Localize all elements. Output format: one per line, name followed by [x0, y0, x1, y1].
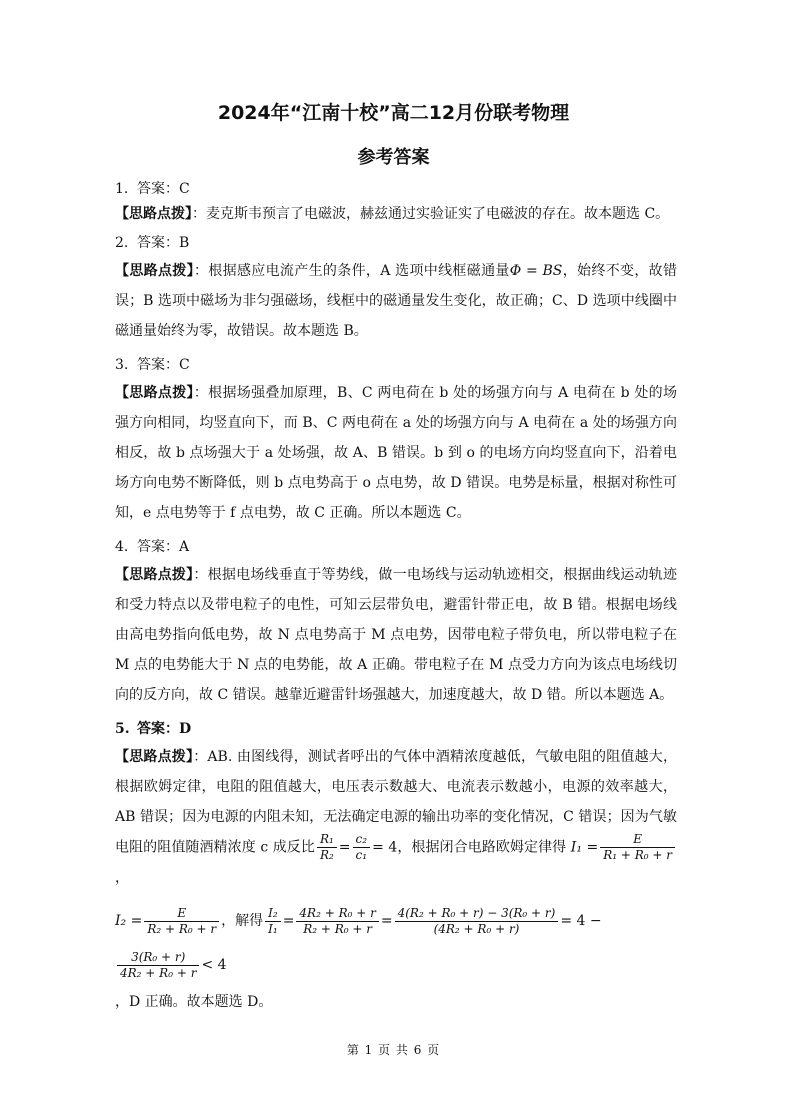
i1-fraction: $\frac{E}{\text{R₁ + R₀ + r}}$	[600, 832, 675, 863]
ratio-step-1: $\frac{\text{4R₂ + R₀ + r}}{\text{R₂ + R₀ + r}}$	[296, 906, 378, 937]
q5-equation-line: I₂ = $\frac{E}{\text{R₂ + R₀ + r}}$ ，解得 $\frac{\text{I₂}}{\text{I₁}}$ = $\frac{\text{4R₂ + R₀ + r}}{\text{R₂ + R₀ + r}}$ = $\frac{\text{4(R₂ + R₀ + r) − 3(R₀ + r)}}{\text{(4R₂ + R₀ + r)}}$ = 4 − $\frac{\text{3(R₀ + r)}}{\text{4R₂ + R₀ + r}}$ < 4	[115, 905, 602, 980]
q4-explanation: 【思路点拨】：根据电场线垂直于等势线，做一电场线与运动轨迹相交，根据曲线运动轨迹和受力特点以及带电粒子的电性，可知云层带负电，避雷针带正电，故 B 错。根据电场线由高电势指向低电势，故 N 点电势高于 M 点电势，因带电粒子带负电，所以带电粒子在 M 点的电势能大于 N 点的电势能，故 A 正确。带电粒子在 M 点受力方向为该点电场线切向的反方向，故 C 错误。越靠近避雷针场强越大，加速度越大，故 D 错。所以本题选 A。	[115, 567, 678, 703]
resistance-ratio: $\frac{\text{R₁}}{\text{R₂}}$	[317, 832, 337, 863]
ratio-step-2: $\frac{\text{4(R₂ + R₀ + r) − 3(R₀ + r)}}{\text{(4R₂ + R₀ + r)}}$	[395, 906, 559, 937]
q3-explanation: 【思路点拨】：根据场强叠加原理，B、C 两电荷在 b 处的场强方向与 A 电荷在 b 处的场强方向相同，均竖直向下，而 B、C 两电荷在 a 处的场强方向与 A 电荷在 a 处的场强方向相反，故 b 点场强大于 a 处场强，故 A、B 错误。b 到 o 的电场方向均竖直向下，沿着电场方向电势不断降低，则 b 点电势高于 o 点电势，故 D 错误。电势是标量，根据对称性可知，e 点电势等于 f 点电势，故 C 正确。所以本题选 C。	[115, 385, 677, 521]
document-subtitle: 参考答案	[357, 147, 430, 168]
document-title: 2024年“江南十校”高二12月份联考物理	[217, 102, 570, 124]
q5-answer: 5. 答案：D	[115, 721, 192, 737]
concentration-ratio: $\frac{\text{c₂}}{\text{c₁}}$	[353, 832, 371, 863]
answer-content	[115, 176, 677, 1017]
q2-explanation: 【思路点拨】：根据感应电流产生的条件，A 选项中线框磁通量Φ = BS，始终不变，故错误；B 选项中磁场为非匀强磁场，线框中的磁通量发生变化，故正确；C、D 选项中线圈中磁通量始终为零，故错误。故本题选 B。	[115, 263, 678, 339]
q1-answer: 1. 答案：C	[115, 181, 190, 197]
page-footer: 第 1 页 共 6 页	[346, 1043, 441, 1057]
q4-answer: 4. 答案：A	[115, 539, 190, 555]
i2-fraction: $\frac{E}{\text{R₂ + R₀ + r}}$	[144, 906, 219, 937]
current-ratio: $\frac{\text{I₂}}{\text{I₁}}$	[265, 906, 281, 937]
q3-answer: 3. 答案：C	[115, 357, 190, 373]
q1-explanation: 【思路点拨】：麦克斯韦预言了电磁波，赫兹通过实验证实了电磁波的存在。故本题选 C。	[115, 206, 670, 222]
q5-explanation: 【思路点拨】：AB. 由图线得，测试者呼出的气体中酒精浓度越低，气敏电阻的阻值越大，根据欧姆定律，电阻的阻值越大，电压表示数越大、电流表示数越小，电源的效率越大，AB 错误；因为电源的内阻未知，无法确定电源的输出功率的变化情况，C 错误；因为气敏电阻的阻值随酒精浓度 c 成反比 $\frac{\text{R₁}}{\text{R₂}}$ = $\frac{\text{c₂}}{\text{c₁}}$ = 4，根据闭合电路欧姆定律得 I₁ = $\frac{E}{\text{R₁ + R₀ + r}}$ ，	[115, 749, 678, 886]
flux-formula: Φ = BS	[509, 263, 563, 279]
q5-conclusion: ，D 正确。故本题选 D。	[115, 994, 273, 1010]
ratio-step-3: $\frac{\text{3(R₀ + r)}}{\text{4R₂ + R₀ + r}}$	[117, 950, 199, 981]
q2-answer: 2. 答案：B	[115, 235, 190, 251]
